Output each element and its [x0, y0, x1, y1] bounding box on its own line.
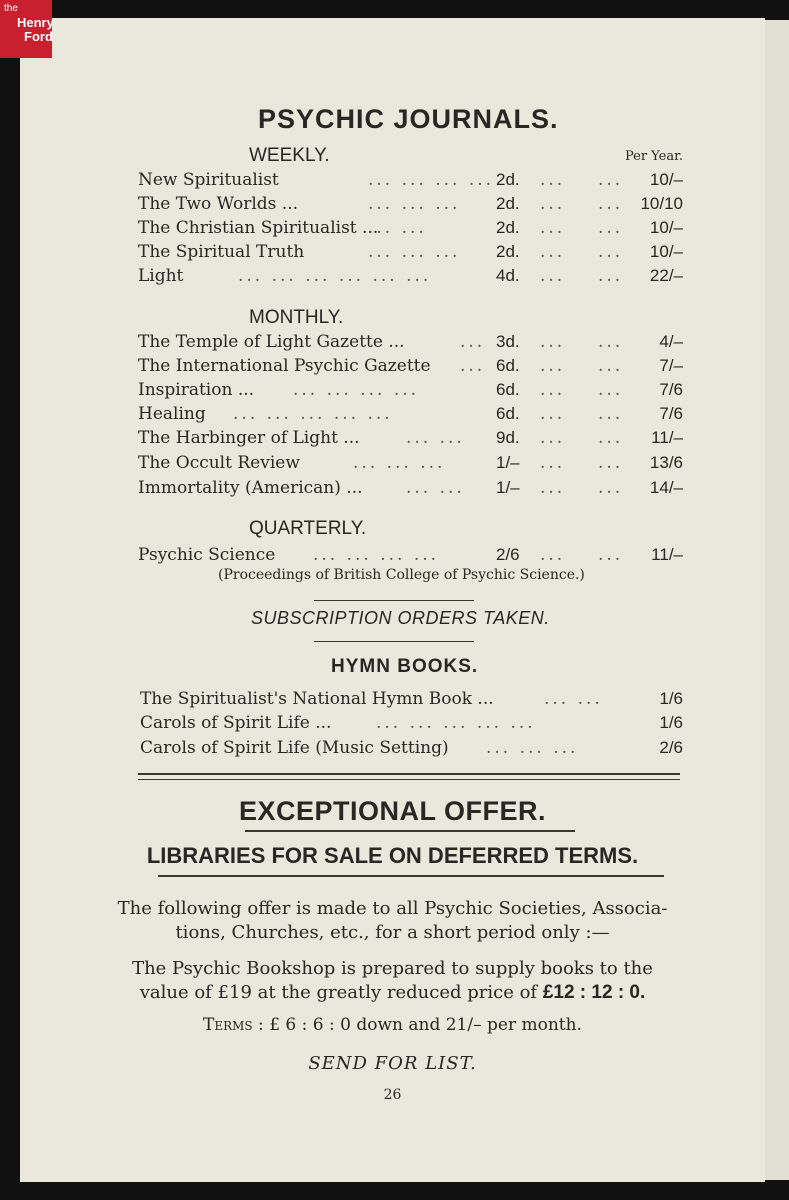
henry-ford-logo — [0, 0, 52, 58]
quarterly-note: (Proceedings of British College of Psychic Science.) — [218, 567, 585, 583]
offer-heading: EXCEPTIONAL OFFER. — [238, 796, 547, 826]
journal-year-price: 10/– — [649, 242, 683, 261]
journal-row — [138, 240, 683, 264]
journal-row — [138, 216, 683, 240]
journal-row — [138, 543, 683, 567]
journal-year-price: 7/6 — [659, 404, 683, 423]
journal-row — [138, 402, 683, 426]
leader-dots: ... — [540, 380, 566, 400]
offer-terms — [20, 1015, 765, 1035]
leader-dots: ... — [540, 404, 566, 424]
leader-dots: ... — [540, 242, 566, 262]
journal-name: The International Psychic Gazette — [138, 356, 431, 376]
subscription-notice: SUBSCRIPTION ORDERS TAKEN. — [251, 608, 550, 628]
leader-dots: ... ... ... ... — [293, 380, 420, 400]
offer-paragraph-line: tions, Churches, etc., for a short period only :— — [175, 922, 610, 943]
page-title: PSYCHIC JOURNALS. — [258, 104, 559, 134]
hymn-price: 1/6 — [659, 689, 683, 708]
leader-dots: ... — [540, 545, 566, 565]
leader-dots: ... ... — [368, 218, 427, 238]
leader-dots: ... ... — [544, 689, 603, 709]
journal-name: The Spiritual Truth — [138, 242, 305, 262]
leader-dots: ... ... ... ... ... — [233, 404, 393, 424]
journal-price: 9d. — [496, 428, 520, 447]
terms-text: £ 6 : 6 : 0 down and 21/– per month. — [269, 1015, 582, 1035]
journal-row — [138, 192, 683, 216]
hymn-name: Carols of Spirit Life (Music Setting) — [140, 738, 449, 758]
offer-paragraph-line: The following offer is made to all Psychic Societies, Associa- — [117, 898, 668, 919]
hymn-row — [140, 711, 683, 735]
offer-price-text: value of £19 at the greatly reduced price of — [139, 982, 543, 1003]
journal-row — [138, 264, 683, 288]
leader-dots: ... — [460, 356, 486, 376]
journal-year-price: 7/– — [659, 356, 683, 375]
leader-dots: ... — [540, 332, 566, 352]
leader-dots: ... — [598, 545, 624, 565]
double-rule-top — [138, 773, 680, 775]
leader-dots: ... — [598, 218, 624, 238]
leader-dots: ... ... — [406, 478, 465, 498]
leader-dots: ... ... ... ... — [368, 170, 495, 190]
leader-dots: ... — [598, 453, 624, 473]
offer-sub-underline — [158, 875, 664, 877]
offer-underline — [245, 830, 575, 832]
weekly-heading: WEEKLY. — [249, 145, 330, 166]
journal-name: Psychic Science — [138, 545, 276, 565]
terms-label: Terms : — [203, 1015, 264, 1035]
journal-year-price: 4/– — [659, 332, 683, 351]
leader-dots: ... — [598, 478, 624, 498]
leader-dots: ... — [598, 404, 624, 424]
divider — [314, 641, 474, 642]
journal-year-price: 14/– — [649, 478, 683, 497]
journal-price: 6d. — [496, 404, 520, 423]
journal-name: Immortality (American) ... — [138, 478, 363, 498]
leader-dots: ... — [540, 478, 566, 498]
journal-price: 3d. — [496, 332, 520, 351]
journal-row — [138, 330, 683, 354]
journal-name: Healing — [138, 404, 206, 424]
journal-price: 2d. — [496, 242, 520, 261]
next-page-edge — [765, 20, 789, 1180]
journal-year-price: 10/– — [649, 170, 683, 189]
hymn-name: Carols of Spirit Life ... — [140, 713, 332, 733]
journal-name: The Christian Spiritualist ... — [138, 218, 379, 238]
journal-row — [138, 354, 683, 378]
journal-year-price: 22/– — [649, 266, 683, 285]
journal-name: The Temple of Light Gazette ... — [138, 332, 405, 352]
leader-dots: ... — [540, 170, 566, 190]
offer-subheading: LIBRARIES FOR SALE ON DEFERRED TERMS. — [146, 843, 639, 868]
leader-dots: ... ... ... ... ... — [376, 713, 536, 733]
leader-dots: ... ... ... ... — [313, 545, 440, 565]
page-number: 26 — [383, 1087, 402, 1103]
journal-year-price: 13/6 — [649, 453, 683, 472]
journal-name: The Harbinger of Light ... — [138, 428, 360, 448]
hymn-price: 1/6 — [659, 713, 683, 732]
leader-dots: ... ... ... — [368, 194, 461, 214]
leader-dots: ... — [598, 242, 624, 262]
journal-row — [138, 426, 683, 450]
logo-the: the — [4, 3, 18, 14]
leader-dots: ... ... — [406, 428, 465, 448]
leader-dots: ... — [540, 428, 566, 448]
leader-dots: ... — [598, 356, 624, 376]
leader-dots: ... — [598, 266, 624, 286]
leader-dots: ... — [598, 194, 624, 214]
journal-year-price: 10/– — [649, 218, 683, 237]
leader-dots: ... — [598, 380, 624, 400]
journal-price: 1/– — [496, 453, 520, 472]
journal-row — [138, 168, 683, 192]
leader-dots: ... — [460, 332, 486, 352]
leader-dots: ... — [598, 332, 624, 352]
journal-year-price: 11/– — [651, 428, 683, 447]
leader-dots: ... — [540, 266, 566, 286]
per-year-label: Per Year. — [624, 149, 683, 164]
leader-dots: ... — [540, 356, 566, 376]
journal-row — [138, 451, 683, 475]
journal-year-price: 7/6 — [659, 380, 683, 399]
journal-year-price: 11/– — [651, 545, 683, 564]
journal-year-price: 10/10 — [640, 194, 683, 213]
hymn-row — [140, 687, 683, 711]
journal-row — [138, 476, 683, 500]
send-for-list: SEND FOR LIST. — [308, 1053, 477, 1074]
journal-row — [138, 378, 683, 402]
journal-price: 2d. — [496, 218, 520, 237]
offer-paragraph-line: The Psychic Bookshop is prepared to supply books to the — [132, 958, 653, 979]
logo-ford: Ford — [24, 29, 53, 44]
double-rule-bottom — [138, 779, 680, 780]
leader-dots: ... ... ... — [353, 453, 446, 473]
journal-price: 2d. — [496, 170, 520, 189]
journal-price: 6d. — [496, 356, 520, 375]
leader-dots: ... ... ... — [368, 242, 461, 262]
hymn-name: The Spiritualist's National Hymn Book ... — [140, 689, 494, 709]
offer-paragraph-line — [20, 982, 765, 1004]
offer-reduced-price: £12 : 12 : 0. — [542, 982, 646, 1003]
leader-dots: ... ... ... — [486, 738, 579, 758]
journal-price: 6d. — [496, 380, 520, 399]
journal-price: 4d. — [496, 266, 520, 285]
journal-price: 2/6 — [496, 545, 520, 564]
journal-name: The Two Worlds ... — [138, 194, 299, 214]
hymn-row — [140, 736, 683, 760]
leader-dots: ... — [540, 218, 566, 238]
journal-price: 2d. — [496, 194, 520, 213]
journal-name: Light — [138, 266, 184, 286]
leader-dots: ... — [598, 428, 624, 448]
journal-name: Inspiration ... — [138, 380, 255, 400]
hymn-price: 2/6 — [659, 738, 683, 757]
divider — [314, 600, 474, 601]
journal-name: New Spiritualist — [138, 170, 279, 190]
journal-name: The Occult Review — [138, 453, 300, 473]
hymn-heading: HYMN BOOKS. — [331, 656, 479, 677]
journal-price: 1/– — [496, 478, 520, 497]
leader-dots: ... — [540, 194, 566, 214]
leader-dots: ... — [540, 453, 566, 473]
leader-dots: ... ... ... ... ... ... — [238, 266, 432, 286]
leader-dots: ... — [598, 170, 624, 190]
quarterly-heading: QUARTERLY. — [249, 518, 367, 539]
monthly-heading: MONTHLY. — [249, 307, 344, 328]
logo-henry: Henry — [17, 15, 54, 30]
